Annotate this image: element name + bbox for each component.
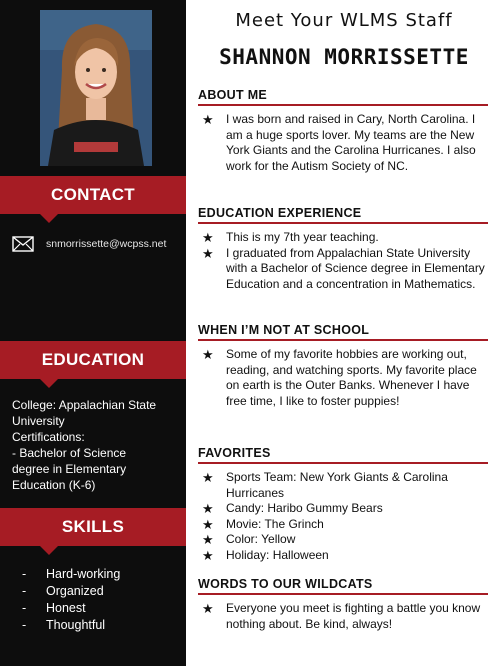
skill-item: - Hard-working [22, 567, 121, 581]
list-item: ★ This is my 7th year teaching. [198, 230, 488, 246]
education-line: College: Appalachian State [12, 398, 157, 412]
sidebar [0, 0, 186, 666]
star-icon: ★ [202, 470, 214, 485]
section-heading: FAVORITES [198, 446, 488, 464]
section-heading: WORDS TO OUR WILDCATS [198, 577, 488, 595]
mail-icon [12, 236, 34, 252]
list-item: ★ Sports Team: New York Giants & Carolina Hurricanes [198, 470, 488, 501]
skill-item: - Honest [22, 601, 86, 615]
section-words-to-wildcats [198, 577, 488, 632]
star-icon: ★ [202, 112, 214, 127]
education-line: Education (K-6) [12, 478, 96, 492]
section-not-at-school [198, 323, 488, 409]
staff-photo [40, 10, 152, 166]
skill-item: - Thoughtful [22, 618, 106, 632]
greeting-title: Meet Your WLMS Staff [235, 10, 453, 31]
list-item: ★ Some of my favorite hobbies are working out, reading, and watching sports. My favorite place on earth is the Outer Banks. Whenever I have free time, I like to foster puppies! [198, 347, 488, 409]
star-icon: ★ [202, 547, 214, 563]
education-heading: EDUCATION [0, 341, 186, 379]
star-icon: ★ [202, 532, 214, 547]
section-about-me [198, 88, 488, 174]
list-item: ★ Movie: The Grinch [198, 517, 488, 533]
list-item: ★ Color: Yellow [198, 532, 488, 548]
list-item: ★ I graduated from Appalachian State University with a Bachelor of Science degree in Elementary Education and a concentration in Mathematics. [198, 246, 488, 293]
section-favorites [198, 446, 488, 563]
star-icon: ★ [202, 516, 214, 532]
star-icon: ★ [202, 347, 214, 362]
list-item: ★ Candy: Haribo Gummy Bears [198, 501, 488, 517]
star-icon: ★ [202, 230, 214, 245]
skill-item: - Organized [22, 584, 104, 598]
section-heading: WHEN I’M NOT AT SCHOOL [198, 323, 488, 341]
list-item: ★ Holiday: Halloween [198, 548, 488, 564]
education-line: University [12, 414, 65, 428]
skills-list [22, 566, 120, 634]
education-line: degree in Elementary [12, 462, 127, 476]
education-line: Certifications: [12, 430, 85, 444]
list-item: ★ I was born and raised in Cary, North Carolina. I am a huge sports lover. My teams are the New York Giants and the Carolina Hurricanes. I also work for the Autism Society of NC. [198, 112, 488, 174]
email-link[interactable]: snmorrissette@wcpss.net [46, 238, 167, 250]
list-item: ★ Everyone you meet is fighting a battle you know nothing about. Be kind, always! [198, 601, 488, 632]
contact-email-row [12, 236, 166, 252]
section-heading: EDUCATION EXPERIENCE [198, 206, 488, 224]
education-details [12, 397, 180, 493]
section-education-experience [198, 206, 488, 292]
star-icon: ★ [202, 245, 214, 261]
contact-heading: CONTACT [0, 176, 186, 214]
education-line: - Bachelor of Science [12, 446, 127, 460]
section-heading: ABOUT ME [198, 88, 488, 106]
skills-heading: SKILLS [0, 508, 186, 546]
star-icon: ★ [202, 601, 214, 616]
star-icon: ★ [202, 501, 214, 516]
staff-name: SHANNON MORRISSETTE [219, 45, 469, 69]
